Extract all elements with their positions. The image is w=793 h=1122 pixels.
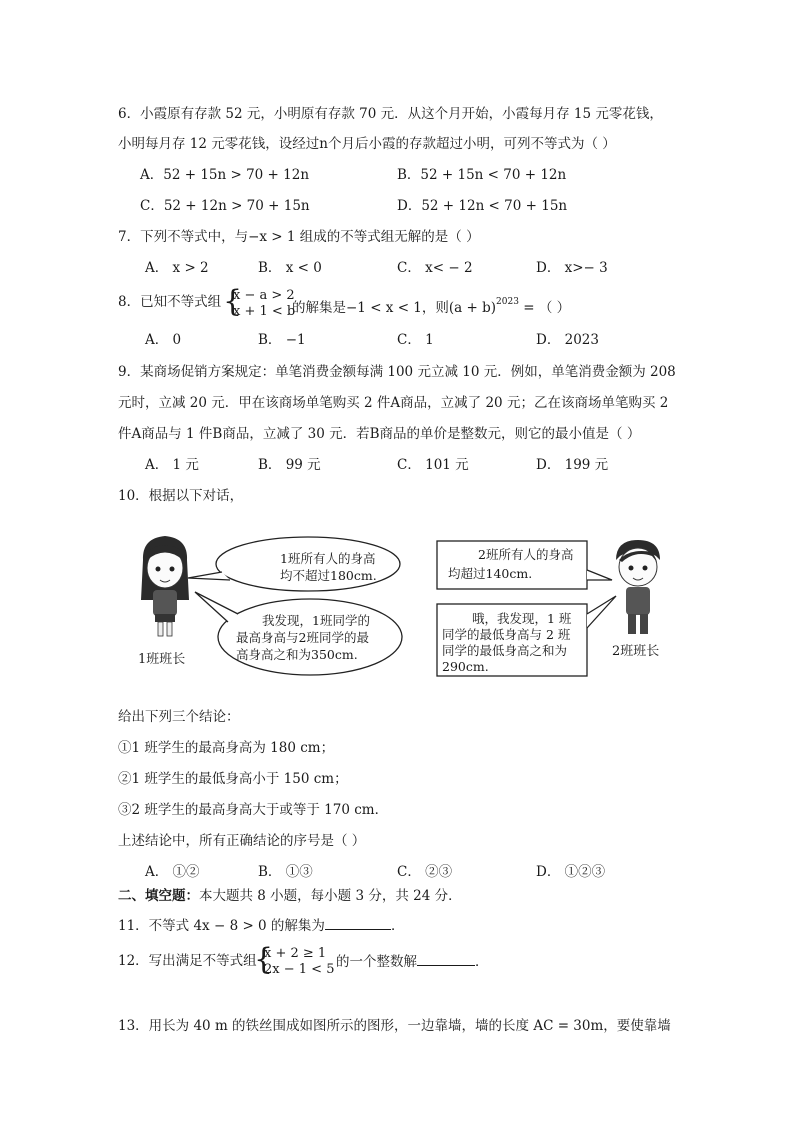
- q10-ask: 上述结论中，所有正确结论的序号是（ ）: [118, 833, 366, 849]
- q7-option-c: C． x< − 2: [397, 260, 473, 276]
- q10-option-b: B． ①③: [258, 864, 313, 880]
- q6-option-d: D．52 + 12n < 70 + 15n: [397, 198, 568, 214]
- q8-option-b: B． −1: [258, 332, 306, 348]
- q12-suffix: 的一个整数解: [336, 954, 417, 970]
- bubble1-line2: 均不超过180cm.: [280, 568, 377, 583]
- q9-option-b: B． 99 元: [258, 457, 321, 473]
- boy-figure-icon: [616, 540, 660, 634]
- q8-system-top: x − a > 2: [233, 288, 295, 303]
- q10-option-c: C． ②③: [397, 864, 453, 880]
- q12-end: ．: [475, 954, 489, 970]
- q7-option-a: A． x > 2: [145, 260, 209, 276]
- q11-text: 11．不等式 4x − 8 > 0 的解集为: [118, 918, 325, 934]
- section-desc: 本大题共 8 小题，每小题 3 分，共 24 分．: [199, 888, 462, 904]
- q6-line1: 6．小霞原有存款 52 元，小明原有存款 70 元．从这个月开始，小霞每月存 15 元零花钱，: [118, 106, 663, 122]
- q12-system-bottom: 2x − 1 < 5: [264, 962, 335, 977]
- q8-option-d: D． 2023: [536, 332, 599, 348]
- q12-tail: [336, 951, 489, 972]
- q9-line1: 9．某商场促销方案规定：单笔消费金额每满 100 元立减 10 元．例如，单笔消费金额为 208: [118, 364, 676, 380]
- q11-answer-blank[interactable]: [325, 915, 391, 930]
- q10-intro: 给出下列三个结论：: [118, 709, 240, 725]
- q8-option-a: A． 0: [145, 332, 182, 348]
- bubble4-line3: 同学的最低身高之和为: [442, 643, 568, 658]
- bubble2-line2: 最高身高与2班同学的最: [236, 630, 369, 645]
- q10-conclusion-2: ②1 班学生的最低身高小于 150 cm；: [118, 771, 348, 787]
- q10-conclusion-3: ③2 班学生的最高身高大于或等于 170 cm．: [118, 802, 389, 818]
- q8-prefix: 8．已知不等式组: [118, 294, 222, 310]
- q9-option-d: D． 199 元: [536, 457, 609, 473]
- q10-option-a: A． ①②: [145, 864, 200, 880]
- section-heading: [118, 886, 462, 906]
- q6-option-a: A．52 + 15n > 70 + 12n: [140, 167, 310, 183]
- q6-option-b: B．52 + 15n < 70 + 12n: [397, 167, 567, 183]
- boy-label: 2班班长: [612, 644, 660, 659]
- q11-end: ．: [390, 918, 405, 934]
- bubble2-line3: 高身高之和为350cm.: [236, 647, 358, 662]
- q12-system-top: x + 2 ≥ 1: [264, 946, 327, 961]
- q7-option-b: B． x < 0: [258, 260, 322, 276]
- q6-option-c: C．52 + 12n > 70 + 15n: [140, 198, 310, 214]
- q12-prefix: 12．写出满足不等式组: [118, 953, 257, 969]
- q8-system-bottom: x + 1 < b: [233, 304, 296, 319]
- bubble2-line1: 我发现，1班同学的: [262, 613, 370, 628]
- q13-line1: 13．用长为 40 m 的铁丝围成如图所示的图形，一边靠墙，墙的长度 AC = 30m，要使靠墙: [118, 1018, 671, 1034]
- q12-brace: {: [254, 942, 274, 977]
- q9-line3: 件A商品与 1 件B商品，立减了 30 元．若B商品的单价是整数元，则它的最小值是（ ）: [118, 426, 641, 442]
- q8-exponent: 2023: [496, 297, 519, 307]
- bubble4-line2: 同学的最低身高与 2 班: [442, 627, 571, 642]
- q7-option-d: D． x>− 3: [536, 260, 608, 276]
- q8-brace: {: [223, 284, 243, 319]
- q10-stem: 10．根据以下对话，: [118, 488, 244, 504]
- bubble4-line1: 哦，我发现，1 班: [472, 611, 572, 626]
- bubble1-line1: 1班所有人的身高: [280, 551, 376, 566]
- bubble3-line1: 2班所有人的身高: [478, 547, 574, 562]
- q11-line: [118, 915, 404, 936]
- q8-option-c: C． 1: [397, 332, 434, 348]
- q10-conclusion-1: ①1 班学生的最高身高为 180 cm；: [118, 740, 335, 756]
- q9-option-a: A． 1 元: [145, 457, 199, 473]
- section-title: 二、填空题：: [118, 888, 199, 904]
- bubble4-line4: 290cm.: [442, 659, 489, 674]
- q8-middle: 的解集是−1 < x < 1，则(a + b): [292, 300, 497, 316]
- q7-stem: 7．下列不等式中，与−x > 1 组成的不等式组无解的是（ ）: [118, 229, 480, 245]
- q9-line2: 元时，立减 20 元．甲在该商场单笔购买 2 件A商品，立减了 20 元；乙在该商场单笔购买 2: [118, 395, 669, 411]
- q8-suffix: = （ ）: [518, 300, 571, 316]
- q9-option-c: C． 101 元: [397, 457, 469, 473]
- q6-line2: 小明每月存 12 元零花钱，设经过n个月后小霞的存款超过小明，可列不等式为（ ）: [118, 136, 616, 152]
- girl-label: 1班班长: [138, 652, 186, 667]
- bubble3-line2: 均超过140cm.: [448, 566, 533, 581]
- q10-option-d: D． ①②③: [536, 864, 606, 880]
- q12-answer-blank[interactable]: [417, 951, 475, 966]
- girl-figure-icon: [141, 536, 189, 636]
